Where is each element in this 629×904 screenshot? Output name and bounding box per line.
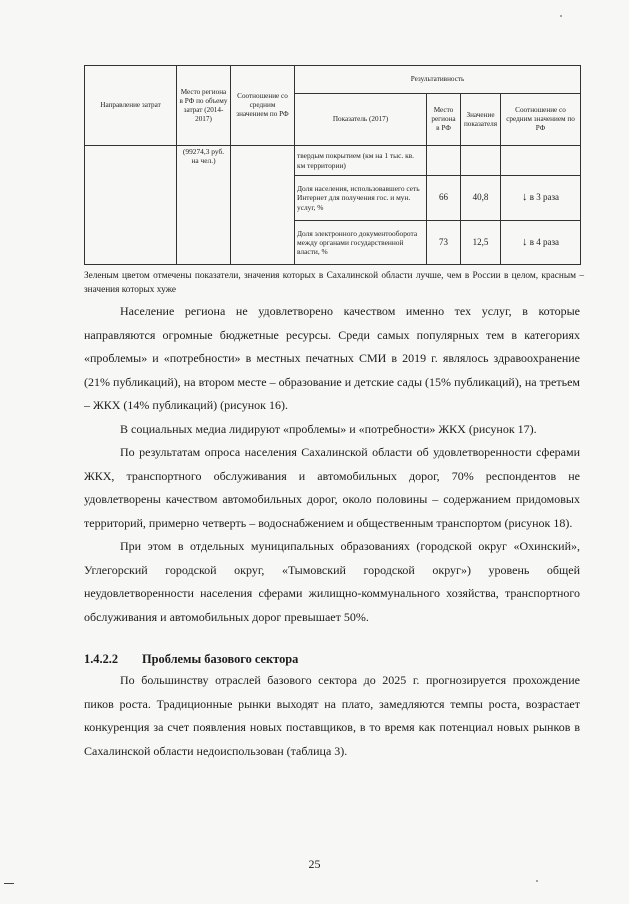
section-heading bbox=[84, 649, 580, 669]
body-text bbox=[84, 300, 580, 629]
cell-row-ratio bbox=[501, 221, 581, 265]
header-place: Место региона в РФ по объему затрат (2014-2017) bbox=[177, 66, 231, 146]
paragraph: В социальных медиа лидируют «проблемы» и «потребности» ЖКХ (рисунок 17). bbox=[120, 421, 537, 436]
cell-indicator: Доля населения, использовавшего сеть Интернет для получения гос. и мун. услуг, % bbox=[295, 176, 427, 221]
scan-speck bbox=[560, 15, 562, 17]
header-group-effectiveness: Результативность bbox=[295, 66, 581, 94]
down-arrow-icon: ↓ bbox=[521, 191, 528, 204]
paragraph: Население региона не удовлетворено качеством именно тех услуг, в которые направляются огромные бюджетные ресурсы. Среди самых популярных тем в категориях «проблемы» и «потребности» в местных печатных СМИ в 2019 г. являлось здравоохранение (21% публикаций), на втором месте – образование и детские сады (15% публикаций), на третьем – ЖКХ (14% публикаций) (рисунок 16). bbox=[84, 304, 580, 412]
ratio-text: в 4 раза bbox=[529, 236, 560, 247]
table-row bbox=[85, 146, 581, 176]
cell-direction bbox=[85, 146, 177, 265]
cell-indicator: твердым покрытием (км на 1 тыс. кв. км территории) bbox=[295, 146, 427, 176]
ratio-text: в 3 раза bbox=[529, 192, 560, 203]
cell-row-ratio bbox=[501, 176, 581, 221]
body-text-after bbox=[84, 669, 580, 763]
paragraph: При этом в отдельных муниципальных образованиях (городской округ «Охинский», Углегорский городской округ, «Тымовский городской округ») уровень общей неудовлетворенности населения сферами жилищно-коммунального хозяйства, транспортного обслуживания и автомобильных дорог превышает 50%. bbox=[84, 539, 580, 624]
cell-row-value bbox=[461, 146, 501, 176]
section-number: 1.4.2.2 bbox=[84, 652, 119, 666]
cell-row-value: 40,8 bbox=[461, 176, 501, 221]
table-note: Зеленым цветом отмечены показатели, значения которых в Сахалинской области лучше, чем в России в целом, красным – значения которых хуже bbox=[84, 271, 584, 295]
header-sub-place: Место региона в РФ bbox=[427, 94, 461, 146]
paragraph: По большинству отраслей базового сектора до 2025 г. прогнозируется прохождение пиков роста. Традиционные рынки выходят на плато, замедляются темпы роста, возрастает конкуренция за счет появления новых поставщиков, в то время как потенциал новых рынков в Сахалинской области недоиспользован (таблица 3). bbox=[84, 673, 580, 758]
scan-speck bbox=[536, 880, 538, 882]
cell-row-place: 66 bbox=[427, 176, 461, 221]
down-arrow-icon: ↓ bbox=[521, 235, 528, 248]
cell-row-place: 73 bbox=[427, 221, 461, 265]
section-title: Проблемы базового сектора bbox=[142, 652, 299, 666]
header-indicator: Показатель (2017) bbox=[295, 94, 427, 146]
page-number: 25 bbox=[308, 857, 321, 871]
header-direction: Направление затрат bbox=[85, 66, 177, 146]
cell-ratio bbox=[231, 146, 295, 265]
results-table bbox=[84, 65, 581, 265]
header-sub-ratio: Соотношение со средним значением по РФ bbox=[501, 94, 581, 146]
cell-row-place bbox=[427, 146, 461, 176]
cell-row-ratio bbox=[501, 146, 581, 176]
cell-row-value: 12,5 bbox=[461, 221, 501, 265]
cell-indicator: Доля электронного документооборота между органами государственной власти, % bbox=[295, 221, 427, 265]
paragraph: По результатам опроса населения Сахалинской области об удовлетворенности сферами ЖКХ, транспортного обслуживания и автомобильных дорог, 70% респондентов не удовлетворены качеством автомобильных дорог, около половины – содержанием придомовых территорий, примерно четверть – водоснабжением и общественным транспортом (рисунок 18). bbox=[84, 445, 580, 530]
header-sub-value: Значение показателя bbox=[461, 94, 501, 146]
header-ratio: Соотношение со средним значением по РФ bbox=[231, 66, 295, 146]
scan-mark bbox=[4, 883, 14, 884]
cell-place-value: (99274,3 руб. на чел.) bbox=[177, 146, 231, 265]
